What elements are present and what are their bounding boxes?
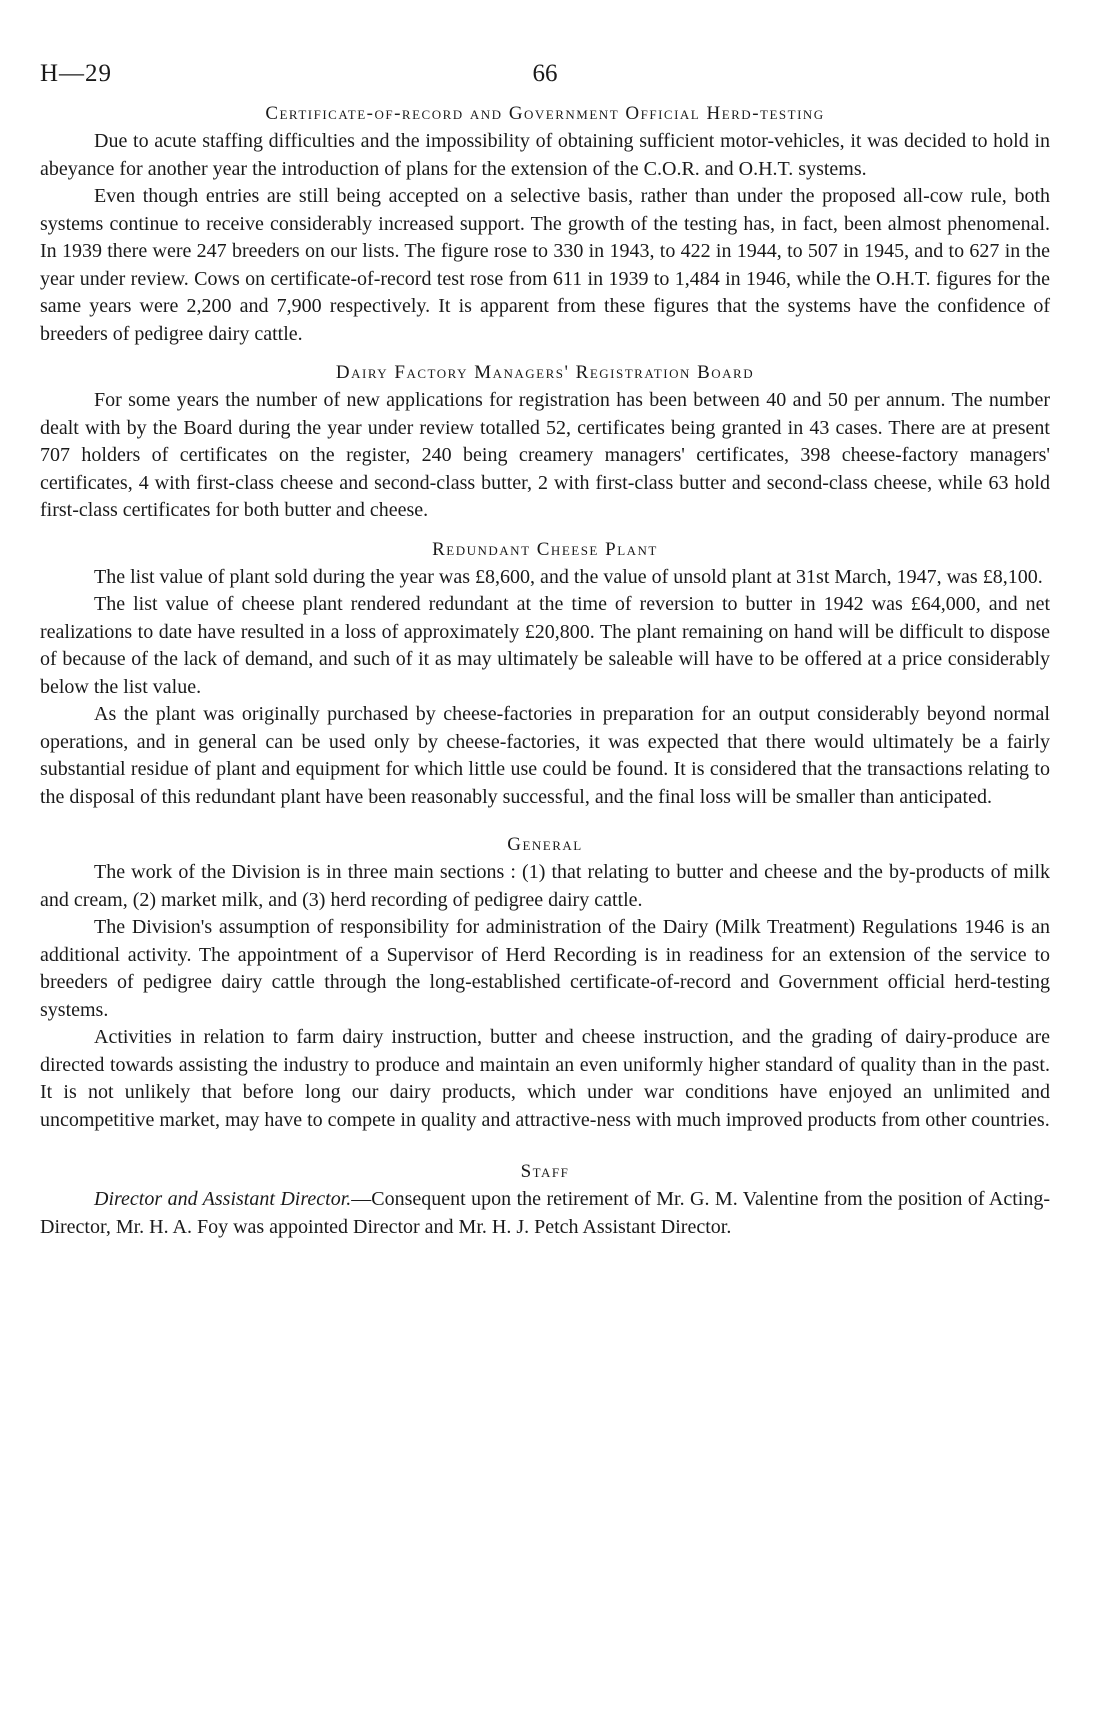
paragraph: Due to acute staffing difficulties and the impossibility of obtaining sufficient motor-vehicles, it was decided to hold in abeyance for another year the introduction of plans for the extension of the C.O.R. and O.H.T. systems. [40, 130, 1050, 180]
staff-entry-lead: Director and Assistant Director. [94, 1188, 352, 1210]
document-page [40, 0, 1050, 1241]
page-number: 66 [532, 60, 558, 87]
staff-paragraph [40, 1186, 1050, 1241]
document-reference: H—29 [40, 60, 113, 87]
section-heading-redundant-cheese-plant: Redundant Cheese Plant [432, 538, 658, 560]
paragraph: Activities in relation to farm dairy instruction, butter and cheese instruction, and the grading of dairy-produce are directed towards assisting the industry to produce and maintain an even uniformly higher standard of quality than in the past. It is not unlikely that before long our dairy products, which under war conditions have enjoyed an unlimited and uncompetitive market, may have to compete in quality and attractive-ness with much improved products from other countries. [40, 1026, 1050, 1131]
paragraph: The Division's assumption of responsibility for administration of the Dairy (Milk Treatment) Regulations 1946 is an additional activity. The appointment of a Supervisor of Herd Recording is in readiness for an extension of the service to breeders of pedigree dairy cattle through the long-established certificate-of-record and Government official herd-testing systems. [40, 916, 1050, 1021]
paragraph: The list value of cheese plant rendered redundant at the time of reversion to butter in 1942 was £64,000, and net realizations to date have resulted in a loss of approximately £20,800. The plant remaining on hand will be difficult to dispose of because of the lack of demand, and such of it as may ultimately be saleable will have to be offered at a price considerably below the list value. [40, 593, 1050, 698]
section-heading-registration-board: Dairy Factory Managers' Registration Board [335, 362, 755, 383]
section-heading-herd-testing: Certificate-of-record and Government Official Herd-testing [265, 103, 825, 124]
paragraph: The list value of plant sold during the year was £8,600, and the value of unsold plant at 31st March, 1947, was £8,100. [94, 565, 1043, 588]
paragraph: For some years the number of new applications for registration has been between 40 and 50 per annum. The number dealt with by the Board during the year under review totalled 52, certificates being granted in 43 cases. There are at present 707 holders of certificates on the register, 240 being creamery managers' certificates, 398 cheese-factory managers' certificates, 4 with first-class cheese and second-class butter, 2 with first-class butter and second-class cheese, while 63 hold first-class certificates for both butter and cheese. [40, 389, 1050, 521]
section-heading-general: General [507, 834, 583, 855]
paragraph: The work of the Division is in three main sections : (1) that relating to butter and cheese and the by-products of milk and cream, (2) market milk, and (3) herd recording of pedigree dairy cattle. [40, 861, 1050, 911]
page-header [40, 0, 1050, 100]
paragraph: As the plant was originally purchased by cheese-factories in preparation for an output considerably beyond normal operations, and in general can be used only by cheese-factories, it was expected that there would ultimately be a fairly substantial residue of plant and equipment for which little use could be found. It is considered that the transactions relating to the disposal of this redundant plant have been reasonably successful, and the final loss will be smaller than anticipated. [40, 703, 1050, 808]
paragraph: Even though entries are still being accepted on a selective basis, rather than under the proposed all-cow rule, both systems continue to receive considerably increased support. The growth of the testing has, in fact, been almost phenomenal. In 1939 there were 247 breeders on our lists. The figure rose to 330 in 1943, to 422 in 1944, to 507 in 1945, and to 627 in the year under review. Cows on certificate-of-record test rose from 611 in 1939 to 1,484 in 1946, while the O.H.T. figures for the same years were 2,200 and 7,900 respectively. It is apparent from these figures that the systems have the confidence of breeders of pedigree dairy cattle. [40, 185, 1050, 345]
section-heading-staff: Staff [520, 1161, 570, 1182]
staff-entry-text: —Consequent upon the retirement of Mr. G. M. Valentine from the position of Acting-Director, Mr. H. A. Foy was appointed Director and Mr. H. J. Petch Assistant Director. [40, 1188, 1050, 1238]
